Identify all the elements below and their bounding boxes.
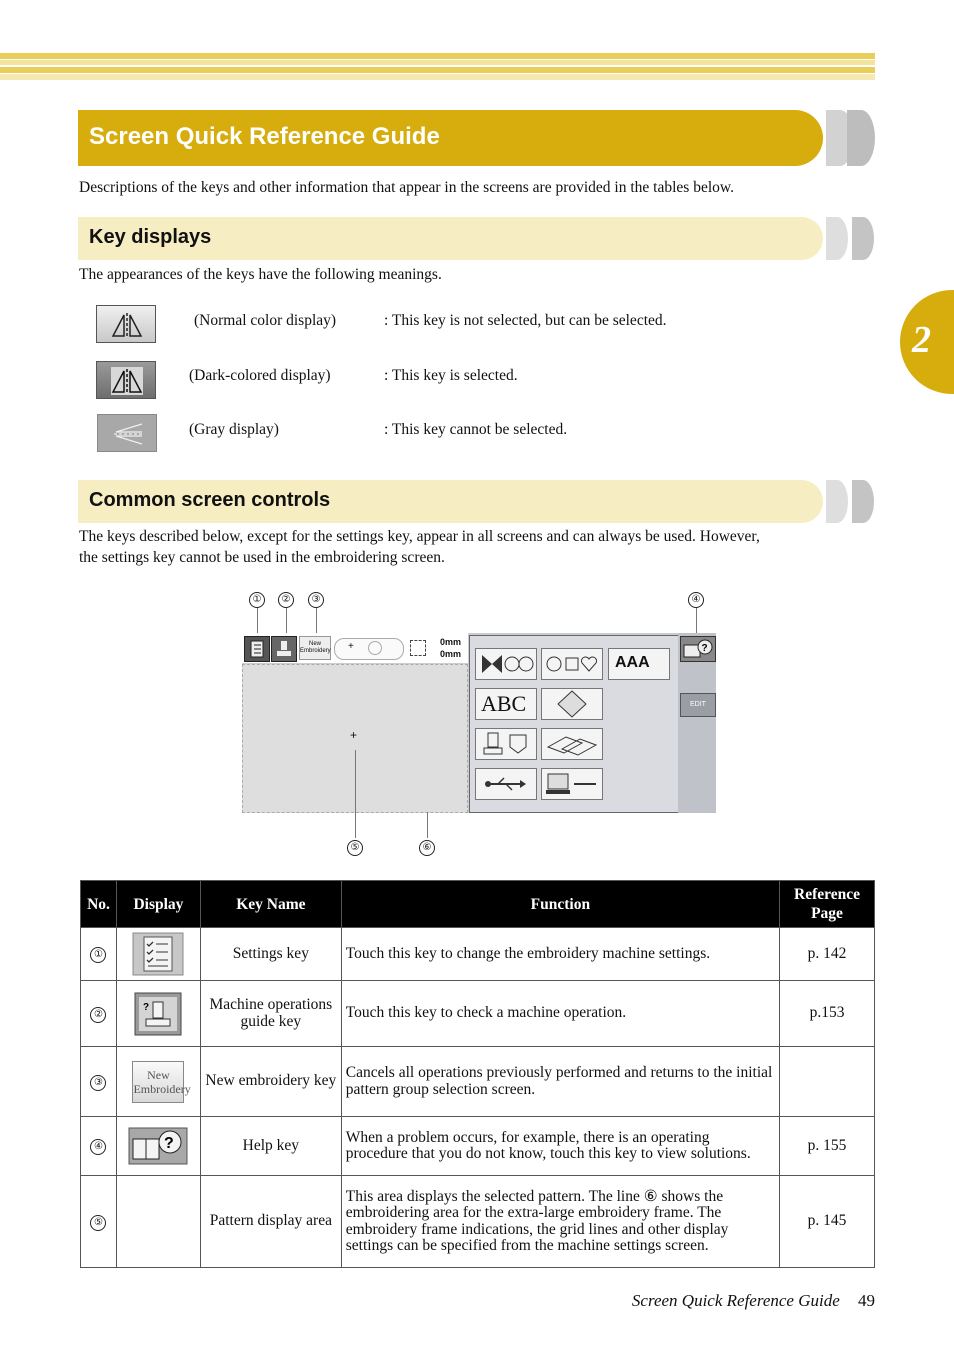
svg-text:?: ? xyxy=(701,643,708,654)
header-stripe-3 xyxy=(0,67,875,73)
card-key[interactable] xyxy=(541,728,603,760)
shapes-icon xyxy=(542,649,602,679)
key-displays-cap-1 xyxy=(826,217,848,260)
table-header-row xyxy=(81,881,875,928)
table-row xyxy=(81,981,875,1047)
abc-label: ABC xyxy=(481,691,527,716)
dark-display-label: (Dark-colored display) xyxy=(189,367,331,384)
header-function: Function xyxy=(341,881,779,928)
key-name: New embroidery key xyxy=(200,1047,341,1117)
gray-display-meaning: : This key cannot be selected. xyxy=(384,421,568,438)
header-reference-page: Reference Page xyxy=(780,881,875,928)
center-cursor: + xyxy=(350,728,358,742)
common-controls-cap-1 xyxy=(826,480,848,523)
footer-title: Screen Quick Reference Guide xyxy=(631,1291,840,1310)
svg-text:?: ? xyxy=(143,1001,150,1013)
header-stripe-4 xyxy=(0,74,875,80)
machine-pocket-icon xyxy=(476,729,536,759)
key-name: Machine operations guide key xyxy=(200,981,341,1047)
key-name: Pattern display area xyxy=(200,1176,341,1268)
leader-3 xyxy=(316,608,317,636)
common-controls-intro-1: The keys described below, except for the settings key, appear in all screens and can always be used. However, xyxy=(79,528,760,545)
dark-key-sample xyxy=(96,361,156,399)
new-key-line2: Embroidery xyxy=(300,648,331,654)
table-row xyxy=(81,928,875,981)
size-icon xyxy=(410,640,426,656)
character-key[interactable] xyxy=(475,688,537,720)
key-function: When a problem occurs, for example, there is an operating procedure that you do not know, touch this key to view solutions. xyxy=(341,1117,779,1176)
header-display: Display xyxy=(116,881,200,928)
edit-label: EDIT xyxy=(690,701,706,708)
normal-key-sample xyxy=(96,305,156,343)
normal-display-label: (Normal color display) xyxy=(194,312,337,329)
page-title: Screen Quick Reference Guide xyxy=(89,123,440,150)
key-function: Cancels all operations previously performed and returns to the initial pattern group selection screen. xyxy=(341,1047,779,1117)
new-embroidery-icon xyxy=(132,1061,191,1103)
callout-3: ③ xyxy=(308,592,324,608)
page-footer xyxy=(632,1291,875,1311)
normal-display-meaning: : This key is not selected, but can be selected. xyxy=(384,312,667,329)
chapter-number: 2 xyxy=(912,319,931,361)
header-key-name: Key Name xyxy=(200,881,341,928)
title-banner xyxy=(78,110,823,166)
row-number: ① xyxy=(90,947,106,963)
computer-icon xyxy=(542,769,602,799)
alphabet-label: AAA xyxy=(615,654,650,671)
header-stripe-1 xyxy=(0,53,875,59)
reference-table xyxy=(80,880,875,1268)
new-key-line1: New xyxy=(308,641,321,647)
settings-checklist-icon xyxy=(132,932,184,976)
common-controls-intro-2: the settings key cannot be used in the embroidering screen. xyxy=(79,549,445,566)
alphabet-key[interactable] xyxy=(608,648,670,680)
reference-page: p. 142 xyxy=(780,928,875,981)
leader-6 xyxy=(427,812,428,838)
decorative-patterns-key[interactable] xyxy=(475,648,537,680)
header-no: No. xyxy=(81,881,117,928)
usb-icon xyxy=(476,769,536,799)
reference-page: p. 155 xyxy=(780,1117,875,1176)
new-embroidery-key[interactable] xyxy=(299,636,331,660)
zoom-minus-icon: + xyxy=(348,641,354,652)
callout-5: ⑤ xyxy=(347,840,363,856)
table-row xyxy=(81,1176,875,1268)
callout-4: ④ xyxy=(688,592,704,608)
svg-text:?: ? xyxy=(164,1135,175,1152)
row-number: ② xyxy=(90,1007,106,1023)
dark-display-meaning: : This key is selected. xyxy=(384,367,518,384)
table-row xyxy=(81,1117,875,1176)
edit-key[interactable] xyxy=(680,693,716,717)
common-controls-heading: Common screen controls xyxy=(89,489,331,511)
key-displays-banner xyxy=(78,217,823,260)
zoom-plus-icon xyxy=(368,641,382,655)
key-displays-intro: The appearances of the keys have the following meanings. xyxy=(79,266,442,283)
mirror-icon xyxy=(97,362,157,400)
key-displays-heading: Key displays xyxy=(89,226,212,248)
title-banner-cap-2 xyxy=(847,110,875,166)
cards-icon xyxy=(542,729,602,759)
mirror-icon xyxy=(97,306,157,344)
callout-6: ⑥ xyxy=(419,840,435,856)
row-number: ④ xyxy=(90,1139,106,1155)
callout-1: ① xyxy=(249,592,265,608)
key-function: This area displays the selected pattern. The line ⑥ shows the embroidering area for the extra-large embroidery frame. The embroidery frame indications, the grid lines and other display settings can be specified from the machine settings screen. xyxy=(341,1176,779,1268)
row-number: ③ xyxy=(90,1075,106,1091)
chapter-tab xyxy=(900,290,954,394)
reference-page: p.153 xyxy=(780,981,875,1047)
page-number: 49 xyxy=(858,1291,875,1310)
empty-display-cell xyxy=(116,1176,200,1268)
settings-key[interactable] xyxy=(244,636,270,662)
gray-display-label: (Gray display) xyxy=(189,421,279,438)
leader-5 xyxy=(355,750,356,838)
key-function: Touch this key to change the embroidery machine settings. xyxy=(341,928,779,981)
gray-key-sample xyxy=(97,414,157,452)
computer-usb-key[interactable] xyxy=(541,768,603,800)
help-book-icon xyxy=(681,637,715,661)
key-displays-cap-2 xyxy=(852,217,874,260)
checklist-icon xyxy=(245,637,269,661)
new-icon-line1: New xyxy=(147,1067,170,1082)
help-icon xyxy=(128,1127,188,1165)
machine-screen xyxy=(242,633,716,813)
flip-icon xyxy=(98,415,158,453)
help-key[interactable] xyxy=(680,636,716,662)
header-stripe-2 xyxy=(0,60,875,65)
size-width: 0mm xyxy=(440,637,462,647)
reference-page: p. 145 xyxy=(780,1176,875,1268)
frame-patterns-key[interactable] xyxy=(541,648,603,680)
key-function: Touch this key to check a machine operation. xyxy=(341,981,779,1047)
size-height: 0mm xyxy=(440,649,462,659)
callout-2: ② xyxy=(278,592,294,608)
common-controls-cap-2 xyxy=(852,480,874,523)
machine-guide-key[interactable] xyxy=(271,636,297,662)
machine-memory-key[interactable] xyxy=(475,728,537,760)
reference-page xyxy=(780,1047,875,1117)
sewing-machine-icon xyxy=(272,637,296,661)
new-icon-line2: Embroidery xyxy=(133,1081,191,1096)
row-number: ⑤ xyxy=(90,1215,106,1231)
key-name: Settings key xyxy=(200,928,341,981)
key-name: Help key xyxy=(200,1117,341,1176)
machine-guide-icon xyxy=(134,992,182,1036)
usb-key[interactable] xyxy=(475,768,537,800)
butterfly-icon xyxy=(476,649,536,679)
monogram-icon xyxy=(542,689,602,719)
table-row xyxy=(81,1047,875,1117)
page-intro: Descriptions of the keys and other information that appear in the screens are provided in the tables below. xyxy=(79,179,734,196)
monogram-key[interactable] xyxy=(541,688,603,720)
common-controls-banner xyxy=(78,480,823,523)
